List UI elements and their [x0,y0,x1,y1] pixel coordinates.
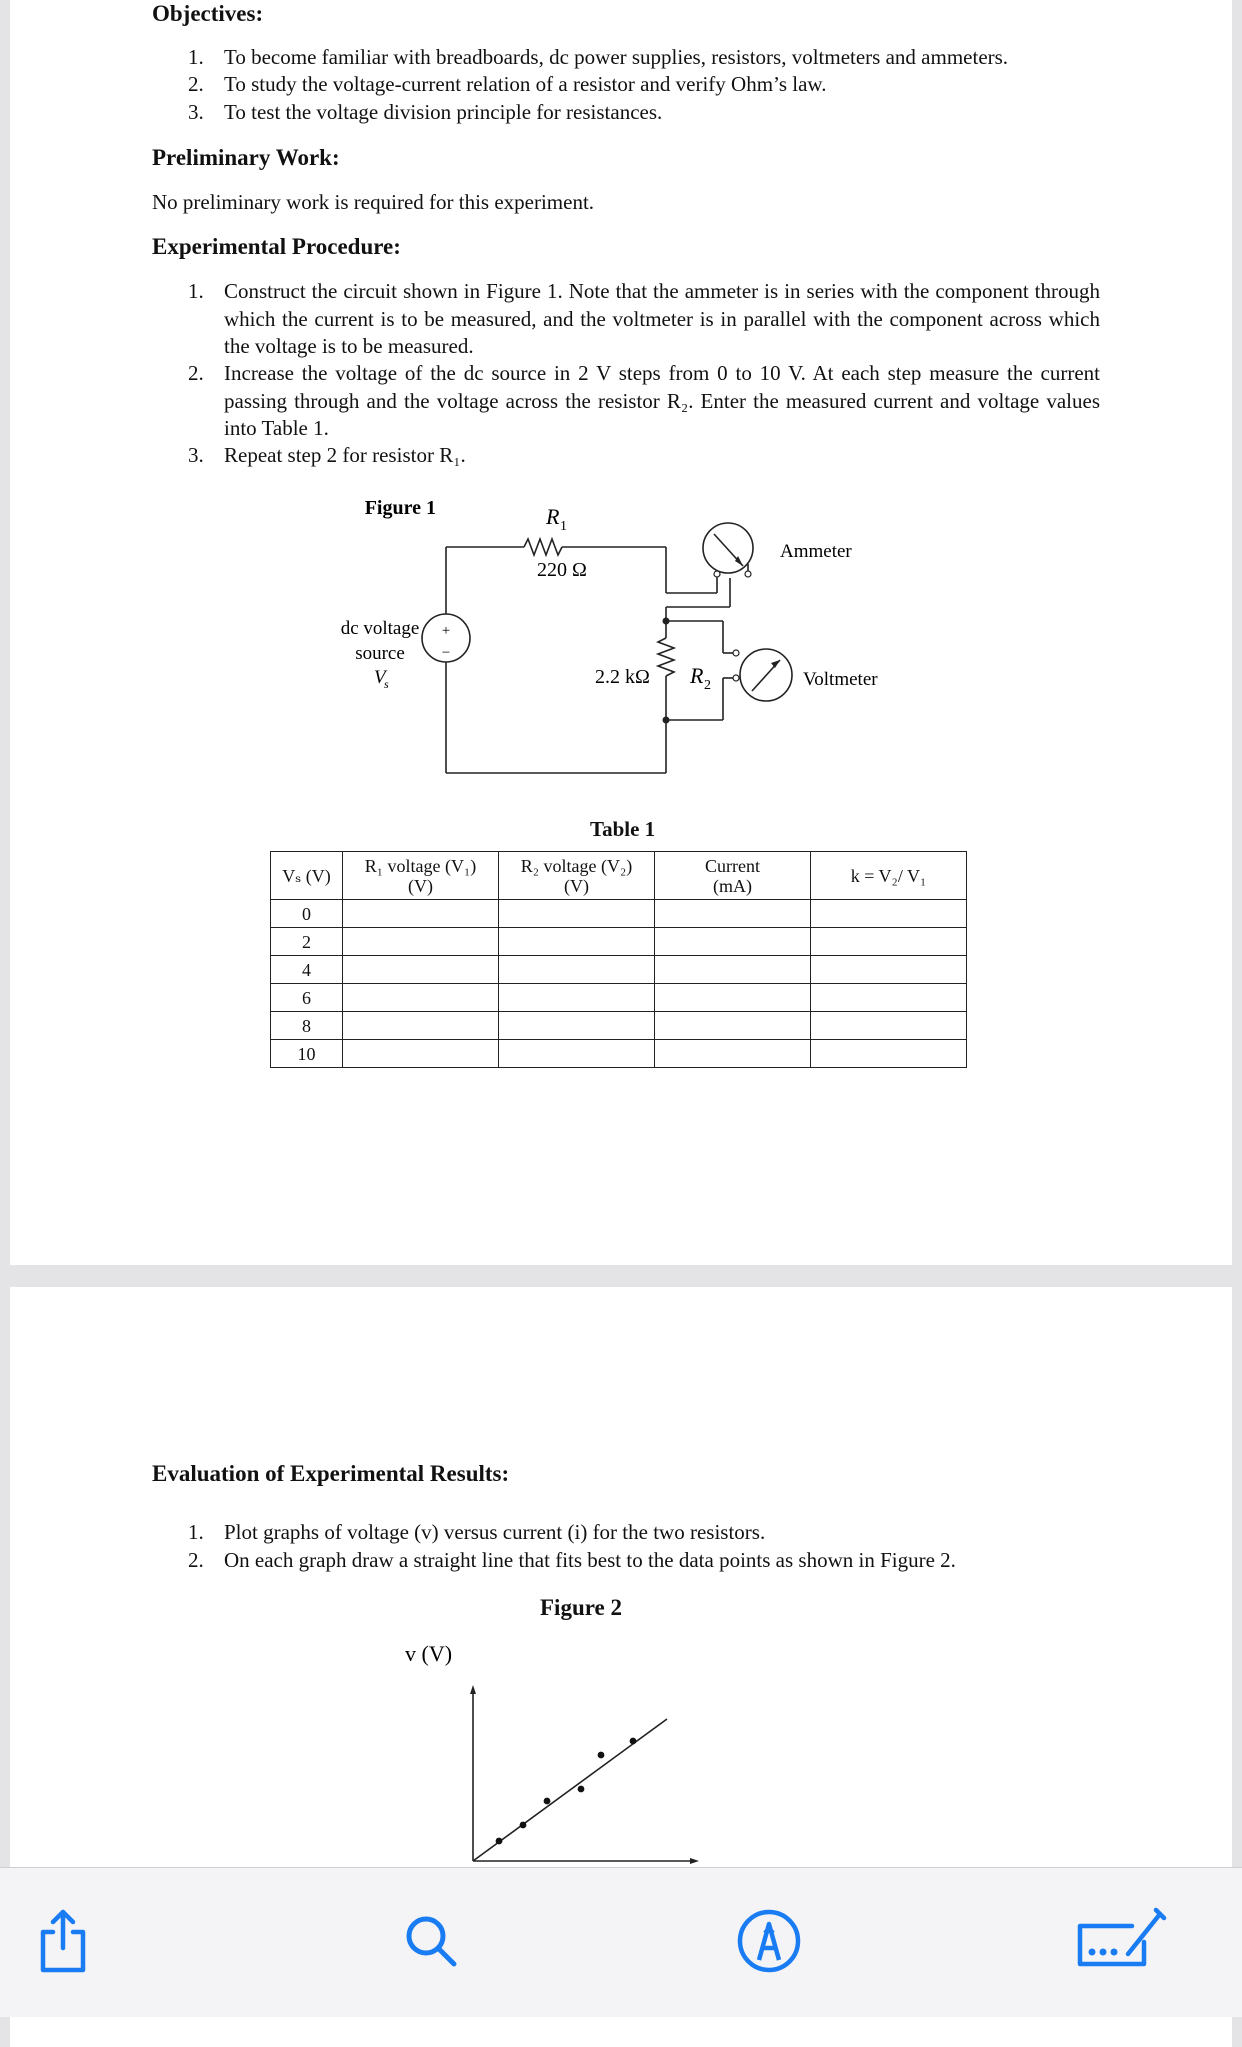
r1-label: R [546,504,560,529]
markup-icon [734,1906,804,1976]
header-text: Vₛ (V) [282,865,331,886]
header-unit: (V) [564,875,589,896]
table-1 [270,851,967,1068]
evaluation-number: 1. [188,1520,204,1544]
r2-value: 2.2 kΩ [595,666,650,688]
figure-2-title: Figure 2 [540,1595,622,1620]
procedure-heading: Experimental Procedure: [152,234,401,259]
data-point [496,1838,503,1845]
table-row [271,956,967,984]
header-text: Current [705,855,760,876]
r1-subscript: 1 [560,519,567,534]
keyboard-button[interactable] [1072,1906,1172,1976]
data-point [520,1822,527,1829]
r2-subscript: 2 [704,678,711,693]
objective-text: To become familiar with breadboards, dc power supplies, resistors, voltmeters and ammeters. [224,45,1009,69]
vs-cell: 6 [271,984,343,1012]
voltmeter-label: Voltmeter [803,669,878,690]
header-unit: (mA) [713,875,752,896]
vs-cell: 4 [271,956,343,984]
figure-1-circuit [10,490,1232,790]
preliminary-heading: Preliminary Work: [152,145,340,170]
preliminary-text: No preliminary work is required for this experiment. [152,190,595,214]
search-icon [396,1906,466,1976]
objective-text: To test the voltage division principle for resistances. [224,100,663,124]
evaluation-heading: Evaluation of Experimental Results: [152,1461,510,1486]
data-point [598,1752,605,1759]
table-header [271,852,343,900]
data-point [544,1798,551,1805]
procedure-text: Repeat step 2 for resistor R₁. [224,443,466,467]
header-text: R₁ voltage (V₁) [364,855,477,876]
table-header [811,852,967,900]
table-header [655,852,811,900]
table-row [271,1040,967,1068]
evaluation-text: On each graph draw a straight line that fits best to the data points as shown in Figure 2. [224,1548,956,1572]
share-icon [28,1906,98,1976]
table-1-title: Table 1 [590,817,656,841]
procedure-text: Construct the circuit shown in Figure 1. Note that the ammeter is in series with the component through which the current is to be measured, and the voltmeter is in parallel with the component across which the voltage is to be measured. [224,279,1100,358]
vs-cell: 2 [271,928,343,956]
figure-1-title: Figure 1 [364,497,436,519]
header-text: k = V₂/ V₁ [850,865,927,886]
data-point [630,1738,637,1745]
table-header [343,852,499,900]
objectives-heading: Objectives: [152,1,264,26]
procedure-number: 1. [188,279,204,303]
header-text: R₂ voltage (V₂) [520,855,633,876]
table-row [271,1012,967,1040]
objective-number: 3. [188,100,204,124]
objective-number: 1. [188,45,204,69]
plus-sign: + [441,623,451,639]
table-row [271,900,967,928]
evaluation-text: Plot graphs of voltage (v) versus current (i) for the two resistors. [224,1520,766,1544]
markup-button[interactable] [734,1906,804,1976]
objective-text: To study the voltage-current relation of a resistor and verify Ohm’s law. [224,72,827,96]
minus-sign: − [441,645,451,661]
vs-cell: 8 [271,1012,343,1040]
objective-number: 2. [188,72,204,96]
procedure-text: Increase the voltage of the dc source in 2 V steps from 0 to 10 V. At each step measure the current passing through and the voltage across the resistor R₂. Enter the measured current and voltage values into Table 1. [224,361,1100,440]
share-button[interactable] [28,1906,98,1976]
r1-value: 220 Ω [537,559,587,581]
y-axis-arrow [470,1685,476,1694]
bottom-toolbar [0,1867,1242,2017]
source-label-line1: dc voltage [340,618,420,639]
search-button[interactable] [396,1906,466,1976]
document-page-1 [10,0,1232,1265]
header-unit: (V) [408,875,433,896]
source-label-line2: source [355,643,405,664]
table-row [271,984,967,1012]
table-header [499,852,655,900]
source-subscript: s [384,677,389,691]
r2-label: R [690,663,704,688]
vs-cell: 0 [271,900,343,928]
source-symbol: V [374,667,386,688]
x-axis-arrow [690,1858,699,1864]
table-row [271,928,967,956]
keyboard-icon [1072,1906,1172,1976]
y-axis-label: v (V) [405,1641,453,1666]
procedure-number: 2. [188,361,204,385]
data-point [578,1786,585,1793]
vs-cell: 10 [271,1040,343,1068]
procedure-number: 3. [188,443,204,467]
evaluation-number: 2. [188,1548,204,1572]
ammeter-label: Ammeter [780,541,852,562]
figure-2-chart [10,1627,1232,1867]
